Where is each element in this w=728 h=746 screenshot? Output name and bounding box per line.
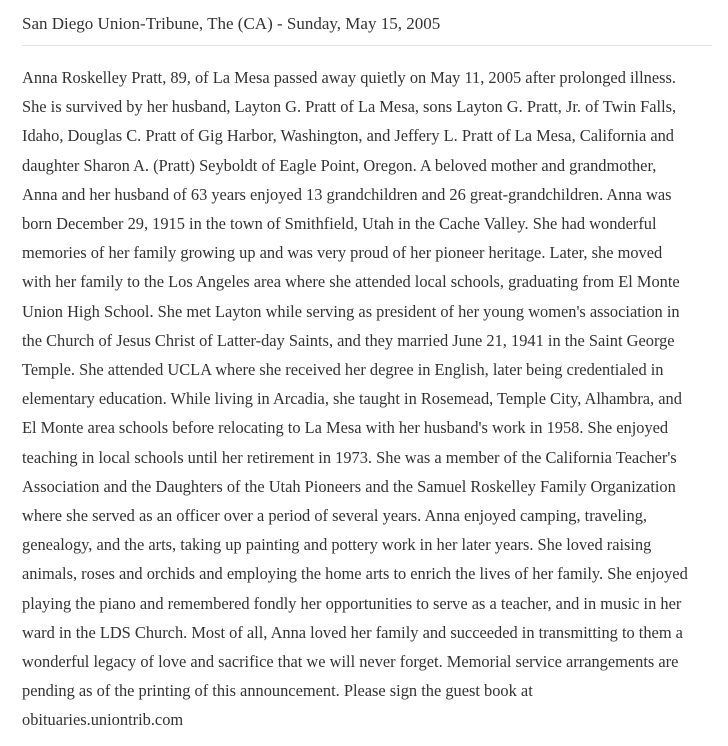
body-line: Anna Roskelley Pratt, 89, of La Mesa passed away quietly on May 11, 2005 after prolonged illness. bbox=[22, 68, 676, 87]
body-line: animals, roses and orchids and employing the home arts to enrich the lives of her family. She enjoyed bbox=[22, 564, 688, 584]
body-line: ward in the LDS Church. Most of all, Anna loved her family and succeeded in transmitting to them a bbox=[22, 622, 683, 642]
guestbook-url-line: obituaries.uniontrib.com bbox=[22, 710, 184, 730]
body-line: El Monte area schools before relocating to La Mesa with her husband's work in 1958. She enjoyed bbox=[22, 418, 669, 438]
body-line: elementary education. While living in Arcadia, she taught in Rosemead, Temple City, Alhambra, and bbox=[22, 389, 682, 409]
body-line: daughter Sharon A. (Pratt) Seyboldt of Eagle Point, Oregon. A beloved mother and grandmother, bbox=[22, 155, 657, 175]
obituary-body bbox=[22, 63, 722, 735]
body-line: wonderful legacy of love and sacrifice that we will never forget. Memorial service arrangements are bbox=[22, 652, 679, 672]
body-line: Anna and her husband of 63 years enjoyed 13 grandchildren and 26 great-grandchildren. Anna was bbox=[22, 184, 672, 204]
body-line: Association and the Daughters of the Utah Pioneers and the Samuel Roskelley Family Organization bbox=[22, 476, 676, 496]
body-line: teaching in local schools until her retirement in 1973. She was a member of the California Teacher's bbox=[22, 447, 677, 467]
article-source-header bbox=[22, 12, 712, 46]
body-line: Union High School. She met Layton while serving as president of her young women's association in bbox=[22, 301, 680, 321]
body-line: Idaho, Douglas C. Pratt of Gig Harbor, Washington, and Jeffery L. Pratt of La Mesa, California and bbox=[22, 126, 674, 146]
body-line: memories of her family growing up and was very proud of her pioneer heritage. Later, she moved bbox=[22, 243, 663, 263]
body-line: Temple. She attended UCLA where she received her degree in English, later being credentialed in bbox=[22, 360, 664, 380]
body-line: She is survived by her husband, Layton G. Pratt of La Mesa, sons Layton G. Pratt, Jr. of Twin Falls, bbox=[22, 97, 677, 117]
body-line: born December 29, 1915 in the town of Smithfield, Utah in the Cache Valley. She had wonderful bbox=[22, 214, 657, 234]
body-line: where she served as an officer over a period of several years. Anna enjoyed camping, traveling, bbox=[22, 506, 648, 526]
body-line: pending as of the printing of this announcement. Please sign the guest book at bbox=[22, 681, 533, 701]
body-line: playing the piano and remembered fondly her opportunities to serve as a teacher, and in music in her bbox=[22, 593, 682, 613]
body-line: with her family to the Los Angeles area where she attended local schools, graduating from El Monte bbox=[22, 272, 680, 292]
source-date-line: San Diego Union-Tribune, The (CA) - Sunday, May 15, 2005 bbox=[22, 14, 441, 33]
body-line: genealogy, and the arts, taking up painting and pottery work in her later years. She loved raising bbox=[22, 535, 652, 555]
body-line: the Church of Jesus Christ of Latter-day Saints, and they married June 21, 1941 in the Saint George bbox=[22, 330, 675, 350]
